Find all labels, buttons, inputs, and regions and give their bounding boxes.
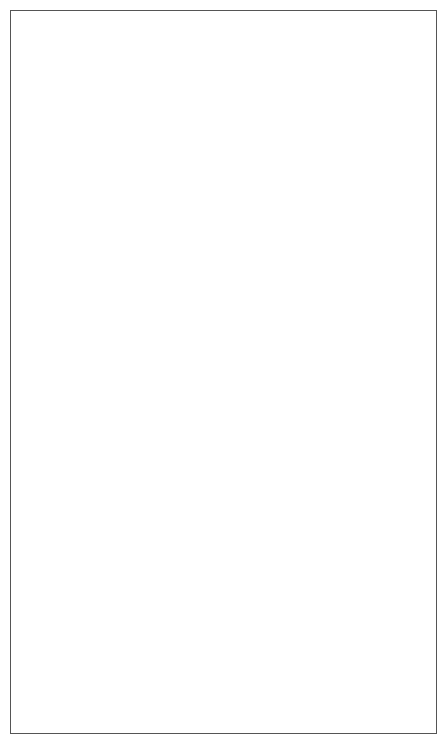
dmx-channel-table	[10, 10, 437, 734]
